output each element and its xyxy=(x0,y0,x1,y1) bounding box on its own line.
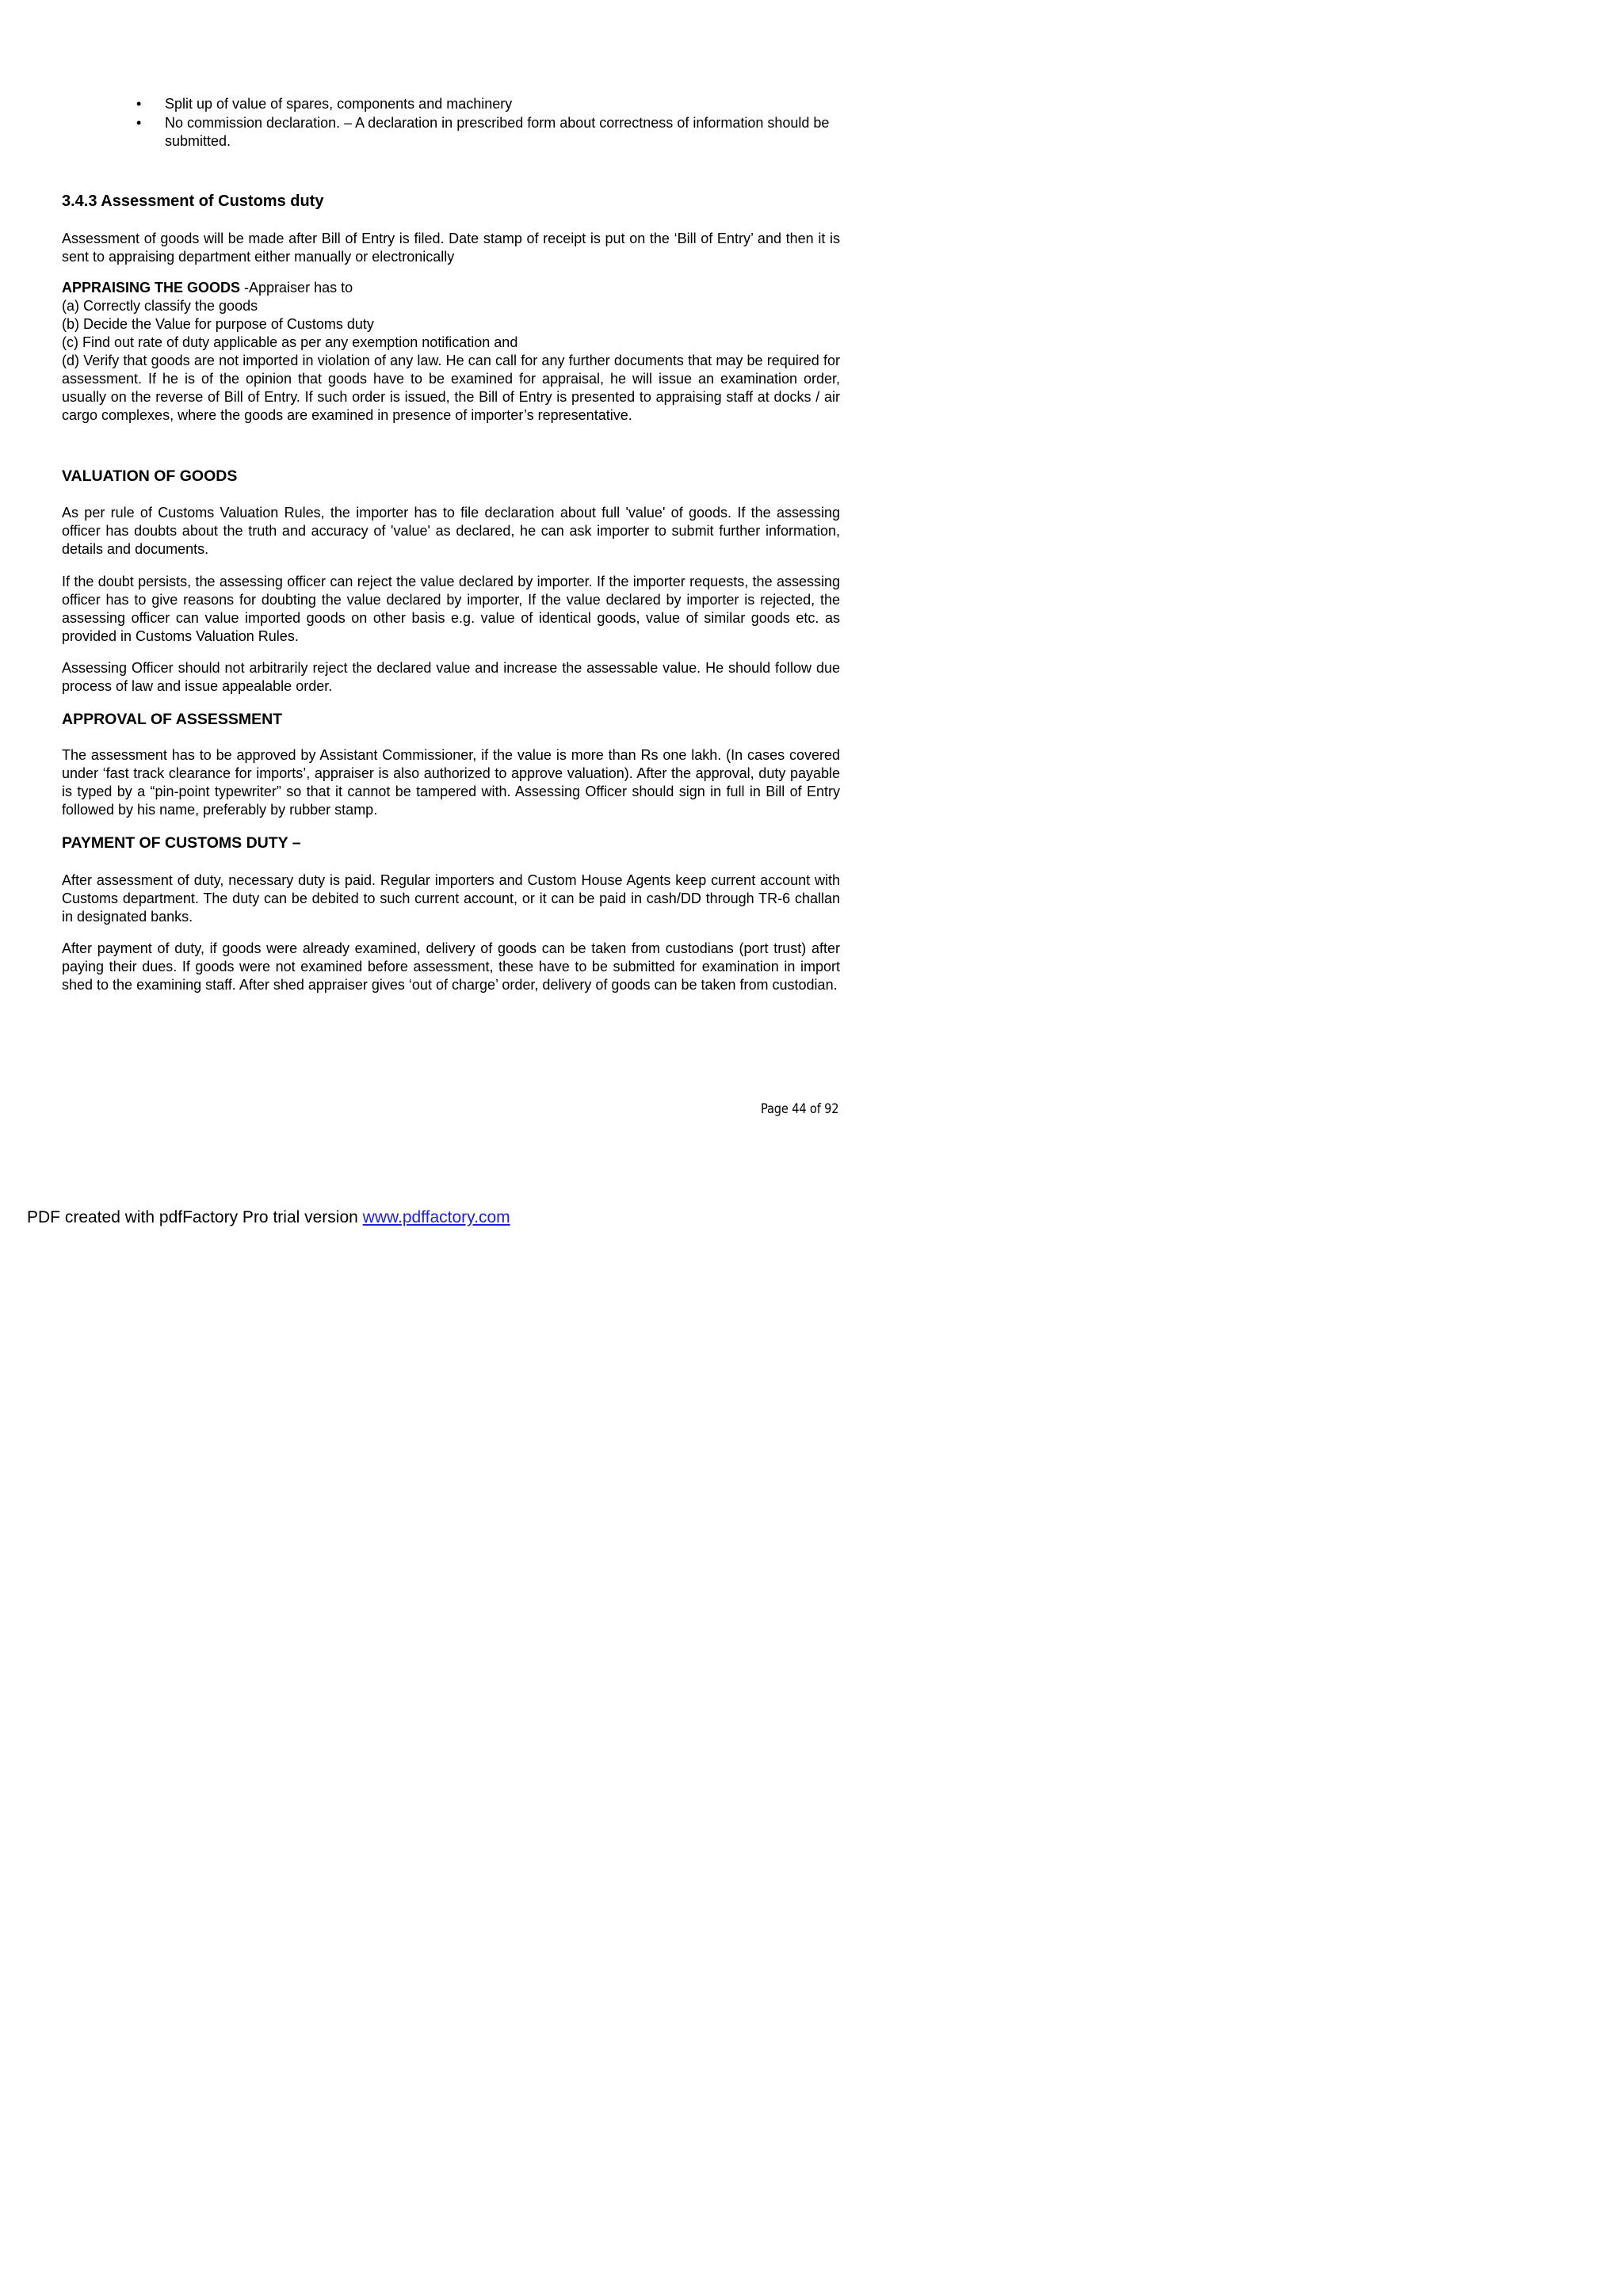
appraising-block xyxy=(62,279,840,425)
bullet-text: No commission declaration. – A declaration in prescribed form about correctness of information should be submitted. xyxy=(165,114,830,149)
bullet-text: Split up of value of spares, components and machinery xyxy=(165,96,513,112)
requirements-bullet-list xyxy=(136,95,842,151)
appraising-line xyxy=(62,279,840,297)
document-page xyxy=(0,0,875,1238)
section-heading-approval: APPROVAL OF ASSESSMENT xyxy=(62,711,283,728)
footer-text: PDF created with pdfFactory Pro trial version xyxy=(27,1208,363,1226)
valuation-paragraph-3: Assessing Officer should not arbitrarily reject the declared value and increase the assessable value. He should follow due process of law and issue appealable order. xyxy=(62,660,840,694)
section-heading-payment: PAYMENT OF CUSTOMS DUTY – xyxy=(62,834,301,852)
appraising-item-c: (c) Find out rate of duty applicable as per any exemption notification and xyxy=(62,334,518,350)
pdf-footer xyxy=(27,1207,510,1228)
valuation-paragraph-1: As per rule of Customs Valuation Rules, the importer has to file declaration about full 'value' of goods. If the assessing officer has doubts about the truth and accuracy of 'value' as declared, he can ask importer to submit further information, details and documents. xyxy=(62,505,840,557)
appraising-item-d: (d) Verify that goods are not imported in violation of any law. He can call for any further documents that may be required for assessment. If he is of the opinion that goods have to be examined for appraisal, he will issue an examination order, usually on the reverse of Bill of Entry. If such order is issued, the Bill of Entry is presented to appraising staff at docks / air cargo complexes, where the goods are examined in presence of importer’s representative. xyxy=(62,353,840,423)
list-item xyxy=(136,114,842,151)
section-heading-valuation: VALUATION OF GOODS xyxy=(62,467,238,485)
payment-paragraph-2: After payment of duty, if goods were already examined, delivery of goods can be taken from custodians (port trust) after paying their dues. If goods were not examined before assessment, these have to be submitted for examination in import shed to the examining staff. After shed appraiser gives ‘out of charge’ order, delivery of goods can be taken from custodian. xyxy=(62,940,840,993)
approval-paragraph: The assessment has to be approved by Assistant Commissioner, if the value is more than Rs one lakh. (In cases covered under ‘fast track clearance for imports’, appraiser is also authorized to approve valuation). After the approval, duty payable is typed by a “pin-point typewriter” so that it cannot be tampered with. Assessing Officer should sign in full in Bill of Entry followed by his name, preferably by rubber stamp. xyxy=(62,747,840,818)
pdffactory-link[interactable]: www.pdffactory.com xyxy=(362,1208,510,1226)
appraising-item-b: (b) Decide the Value for purpose of Customs duty xyxy=(62,316,374,332)
page-number: Page 44 of 92 xyxy=(760,1101,838,1117)
payment-paragraph-1: After assessment of duty, necessary duty is paid. Regular importers and Custom House Agents keep current account with Customs department. The duty can be debited to such current account, or it can be paid in cash/DD through TR-6 challan in designated banks. xyxy=(62,872,840,925)
list-item xyxy=(136,95,842,114)
section-heading-assessment: 3.4.3 Assessment of Customs duty xyxy=(62,193,324,210)
appraising-item-a: (a) Correctly classify the goods xyxy=(62,298,258,314)
appraising-label: APPRAISING THE GOODS xyxy=(62,280,241,296)
appraising-text: -Appraiser has to xyxy=(240,280,353,296)
assessment-intro-paragraph: Assessment of goods will be made after Bill of Entry is filed. Date stamp of receipt is put on the ‘Bill of Entry’ and then it is sent to appraising department either manually or electronically xyxy=(62,231,840,265)
valuation-paragraph-2: If the doubt persists, the assessing officer can reject the value declared by importer. If the importer requests, the assessing officer has to give reasons for doubting the value declared by importer, If the value declared by importer is rejected, the assessing officer can value imported goods on other basis e.g. value of identical goods, value of similar goods etc. as provided in Customs Valuation Rules. xyxy=(62,574,840,644)
